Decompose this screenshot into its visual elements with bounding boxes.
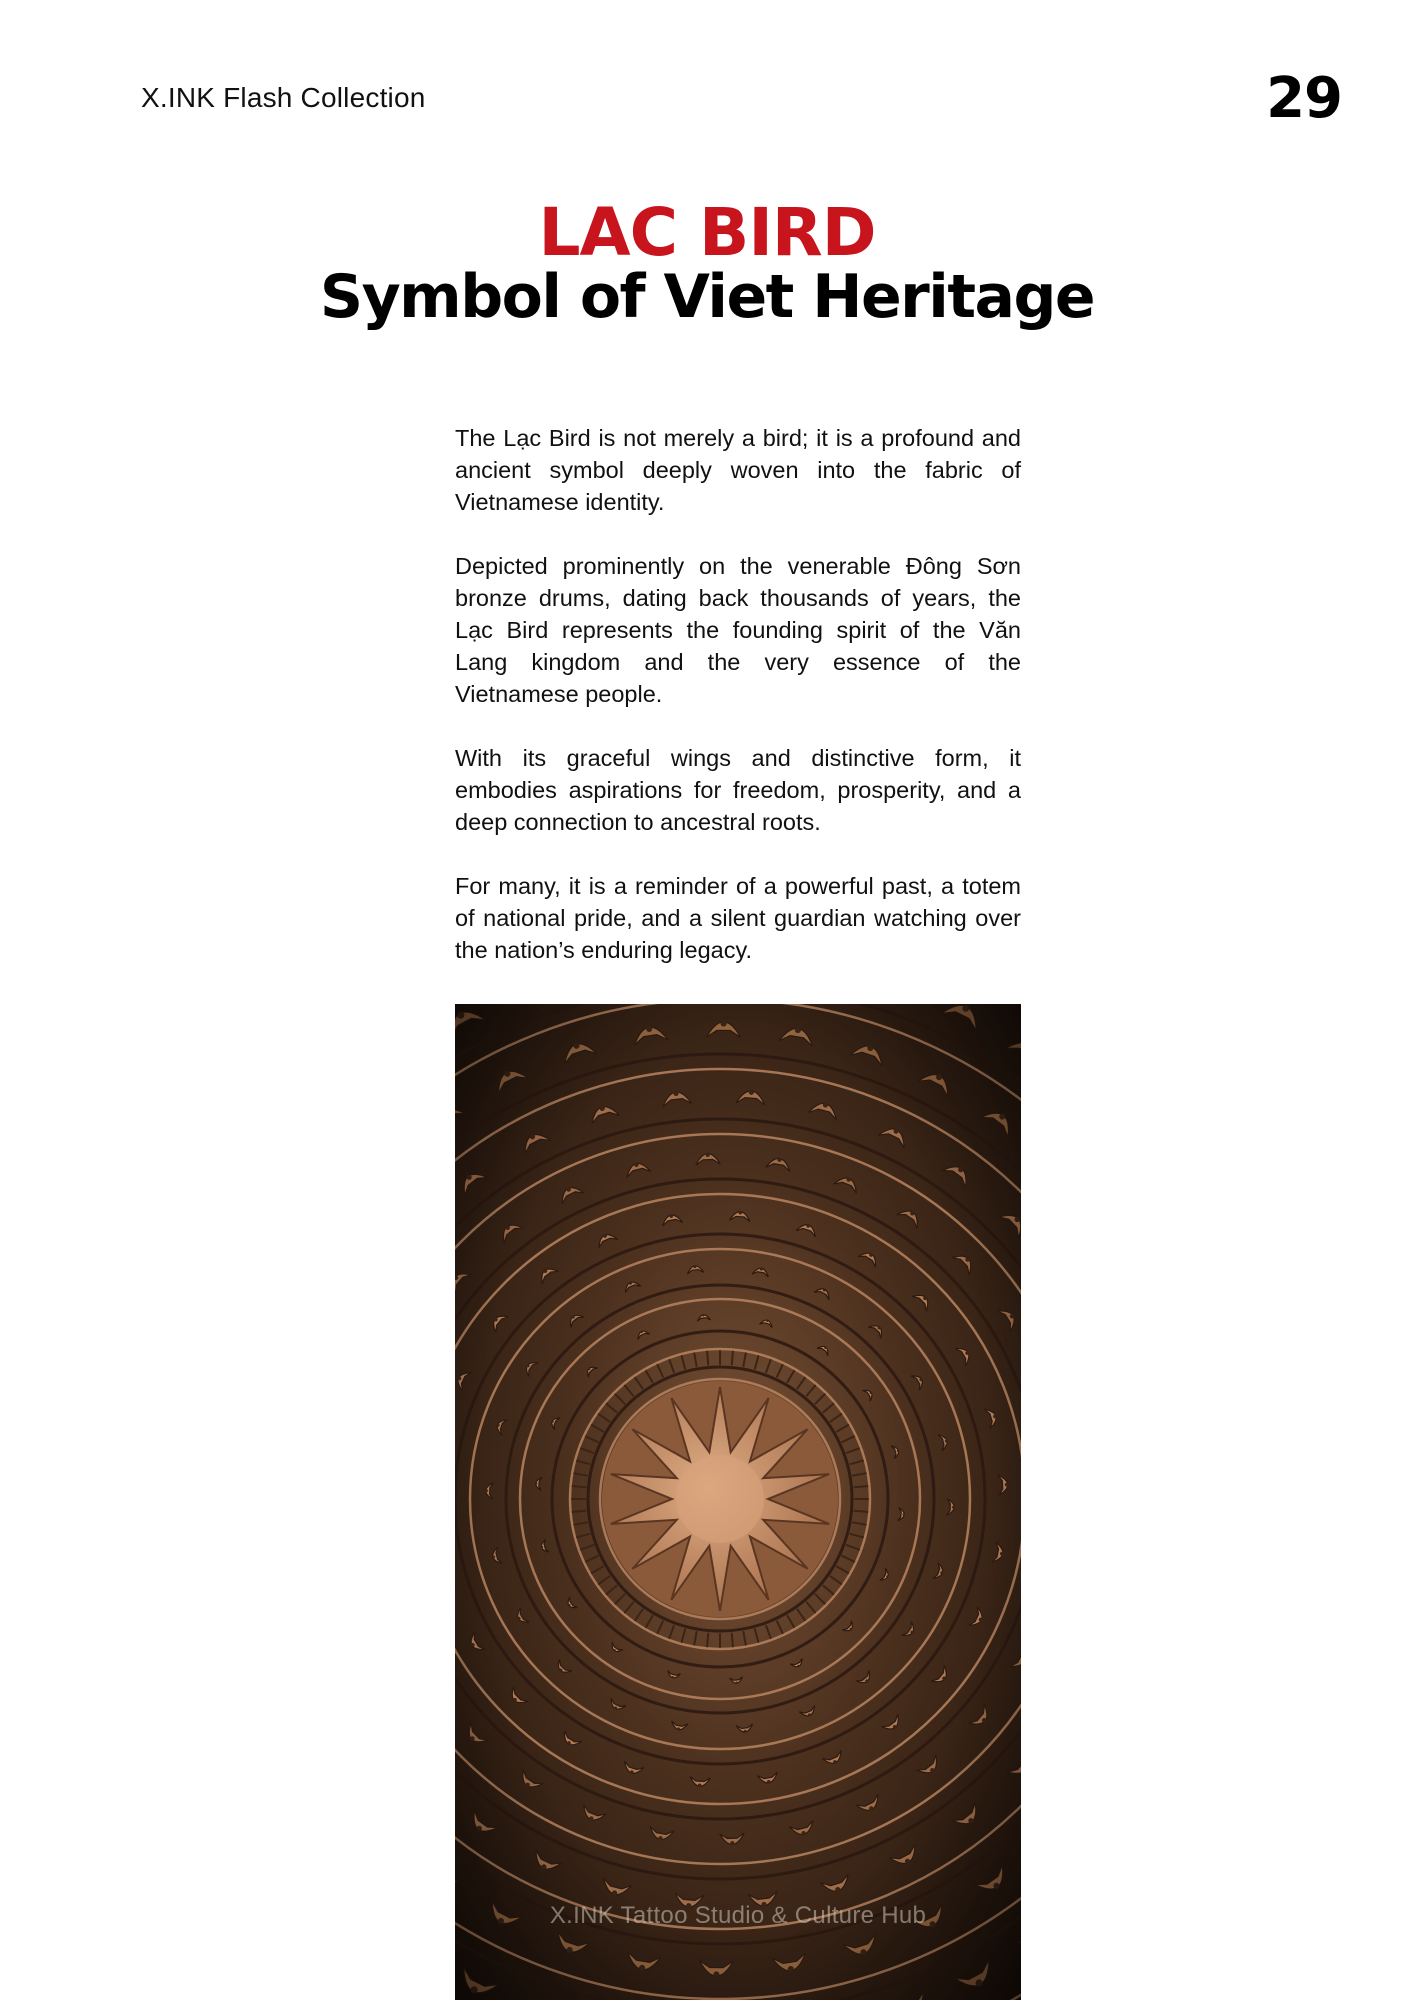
paragraph-4: For many, it is a reminder of a powerful past, a totem of national pride, and a silent guardian watching over the nation’s enduring legacy. — [455, 873, 1021, 963]
running-title: X.INK Flash Collection — [141, 82, 426, 113]
watermark-text: X.INK Tattoo Studio & Culture Hub — [549, 1902, 927, 1929]
page-subtitle: Symbol of Viet Heritage — [319, 262, 1095, 332]
paragraph-1: The Lạc Bird is not merely a bird; it is a profound and ancient symbol deeply woven into the fabric of Vietnamese identity. — [455, 425, 1021, 515]
paragraph-3: With its graceful wings and distinctive form, it embodies aspirations for freedom, prosperity, and a deep connection to ancestral roots. — [455, 745, 1021, 835]
page-title: LAC BIRD — [538, 194, 876, 271]
body-text — [455, 422, 1021, 998]
paragraph-2: Depicted prominently on the venerable Đông Sơn bronze drums, dating back thousands of years, the Lạc Bird represents the founding spirit of the Văn Lang kingdom and the very essence of the Vietnamese people. — [455, 553, 1021, 707]
bronze-drum-illustration — [455, 1004, 1021, 2000]
title-block — [0, 194, 1414, 332]
bronze-drum-image — [455, 1004, 1021, 2000]
page-number: 29 — [1266, 66, 1342, 131]
